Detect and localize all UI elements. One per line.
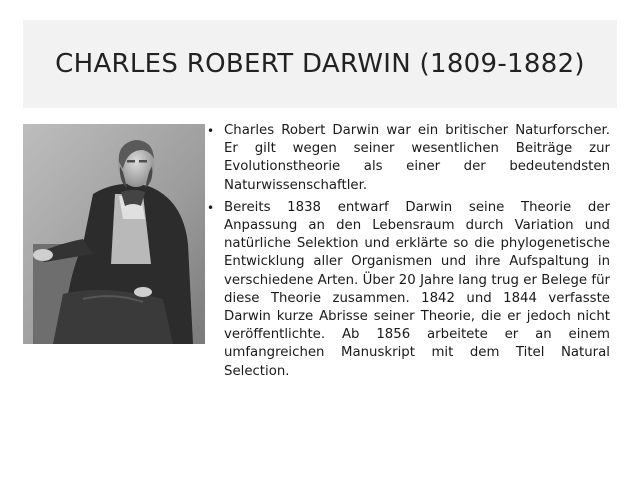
slide-title: CHARLES ROBERT DARWIN (1809-1882) — [55, 48, 585, 79]
title-bar — [23, 20, 617, 108]
bullet-item — [207, 199, 610, 381]
bullet-text: Charles Robert Darwin war ein britischer Naturforscher. Er gilt wegen seiner wesentlichen Beiträge zur Evolutionstheorie als einer der bedeutendsten Naturwissenschaftler. — [224, 123, 610, 193]
bullet-icon: • — [207, 200, 215, 215]
bullet-text: Bereits 1838 entwarf Darwin seine Theorie der Anpassung an den Lebensraum durch Variation und natürliche Selektion und erklärte so die phylogenetische Entwicklung aller Organismen und ihre Aufspaltung in verschiedene Arten. Über 20 Jahre lang trug er Belege für diese Theorie zusammen. 1842 und 1844 verfasste Darwin kurze Abrisse seiner Theorie, die er jedoch nicht veröffentlichte. Ab 1856 arbeitete er an einem umfangreichen Manuskript mit dem Titel Natural Selection. — [224, 199, 610, 379]
bullet-item — [207, 122, 610, 195]
portrait-photo — [23, 124, 205, 344]
portrait-image — [23, 124, 205, 344]
bullet-list — [207, 122, 610, 381]
slide-content — [207, 122, 610, 385]
bullet-icon: • — [207, 124, 215, 138]
